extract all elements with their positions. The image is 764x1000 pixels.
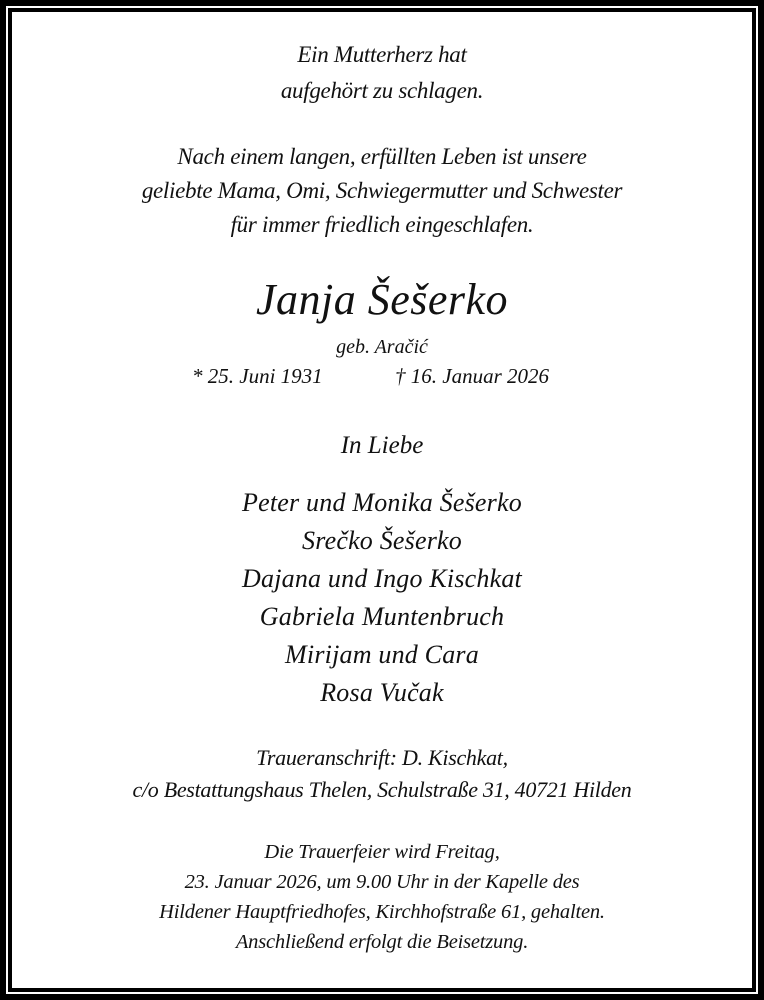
service-line-4: Anschließend erfolgt die Beisetzung. <box>235 931 529 953</box>
message-line-1: Nach einem langen, erfüllten Leben ist unsere <box>177 144 587 169</box>
service-line-1: Die Trauerfeier wird Freitag, <box>264 841 500 863</box>
address-line-1: Traueranschrift: D. Kischkat, <box>256 745 508 770</box>
message-line-2: geliebte Mama, Omi, Schwiegermutter und Schwester <box>141 178 623 203</box>
mourner-2: Srečko Šešerko <box>302 526 462 555</box>
birth-date: * 25. Juni 1931 <box>192 364 323 388</box>
mourner-1: Peter und Monika Šešerko <box>242 488 522 517</box>
mourner-5: Mirijam und Cara <box>285 640 479 669</box>
service-line-3: Hildener Hauptfriedhofes, Kirchhofstraße 61, gehalten. <box>159 901 605 923</box>
address-line-2: c/o Bestattungshaus Thelen, Schulstraße 31, 40721 Hilden <box>132 777 632 802</box>
maiden-name: geb. Aračić <box>336 336 428 358</box>
mourner-6: Rosa Vučak <box>320 678 444 707</box>
in-love-heading: In Liebe <box>340 432 424 459</box>
death-date: † 16. Januar 2026 <box>395 364 549 388</box>
mourner-3: Dajana und Ingo Kischkat <box>242 564 522 593</box>
intro-line-2: aufgehört zu schlagen. <box>280 78 484 103</box>
mourner-4: Gabriela Muntenbruch <box>259 602 505 631</box>
obituary-notice <box>12 12 752 988</box>
message-line-3: für immer friedlich eingeschlafen. <box>230 212 534 237</box>
deceased-name: Janja Šešerko <box>255 275 509 324</box>
service-line-2: 23. Januar 2026, um 9.00 Uhr in der Kapelle des <box>184 871 580 893</box>
intro-line-1: Ein Mutterherz hat <box>297 42 467 67</box>
